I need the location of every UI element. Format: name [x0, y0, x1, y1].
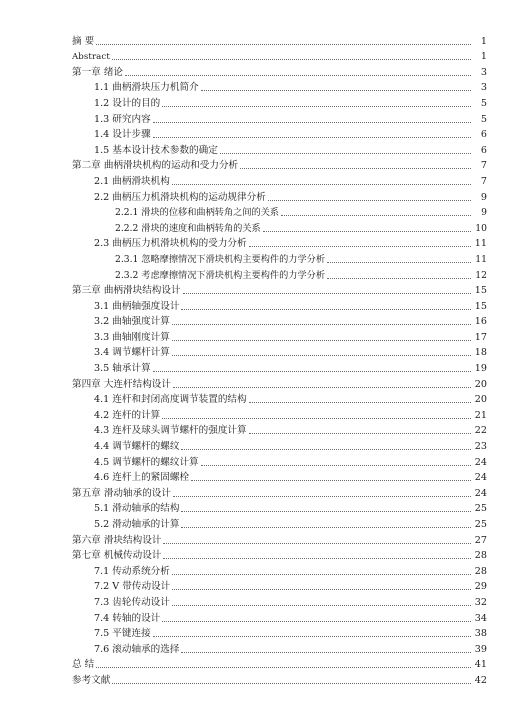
toc-entry[interactable] — [72, 313, 487, 329]
toc-entry-title: 7.3 齿轮传动设计 — [94, 596, 170, 608]
dot-leader — [163, 543, 471, 544]
toc-entry-page-number: 17 — [474, 331, 487, 343]
dot-leader — [153, 636, 471, 637]
toc-entry-page-number: 20 — [474, 378, 487, 390]
toc-entry[interactable] — [72, 94, 487, 110]
toc-entry[interactable] — [72, 406, 487, 422]
toc-entry-page-number: 20 — [474, 394, 487, 406]
toc-entry-title: 第七章 机械传动设计 — [72, 550, 162, 562]
toc-entry[interactable] — [72, 219, 487, 235]
dot-leader — [181, 511, 471, 512]
toc-entry-title: 第二章 曲柄滑块机构的运动和受力分析 — [72, 160, 239, 172]
dot-leader — [191, 480, 471, 481]
toc-entry[interactable] — [72, 172, 487, 188]
toc-entry[interactable] — [72, 126, 487, 142]
dot-leader — [181, 527, 471, 528]
toc-entry-title: 7.6 滚动轴承的选择 — [94, 643, 180, 655]
toc-entry[interactable] — [72, 359, 487, 375]
toc-entry[interactable] — [72, 500, 487, 516]
toc-entry[interactable] — [72, 79, 487, 95]
toc-entry-page-number: 32 — [474, 596, 487, 608]
toc-entry[interactable] — [72, 344, 487, 360]
toc-entry-title: 3.2 曲轴强度计算 — [94, 316, 170, 328]
toc-entry-title: 3.1 曲柄轴强度设计 — [94, 300, 180, 312]
toc-entry-title: 第六章 滑块结构设计 — [72, 534, 162, 546]
dot-leader — [181, 449, 471, 450]
toc-entry[interactable] — [72, 188, 487, 204]
toc-entry-page-number: 11 — [474, 238, 487, 250]
toc-entry-title: Abstract — [72, 52, 110, 63]
toc-entry[interactable] — [72, 250, 487, 266]
dot-leader — [172, 589, 471, 590]
toc-entry-page-number: 15 — [474, 300, 487, 312]
toc-entry-title: 4.1 连杆和封闭高度调节装置的结构 — [94, 394, 247, 406]
toc-entry-page-number: 1 — [480, 51, 487, 63]
dot-leader — [268, 200, 471, 201]
toc-entry-title: 总 结 — [72, 659, 95, 671]
toc-entry-page-number: 5 — [480, 113, 487, 125]
toc-entry-page-number: 29 — [474, 581, 487, 593]
toc-entry[interactable] — [72, 422, 487, 438]
toc-entry[interactable] — [72, 469, 487, 485]
toc-entry[interactable] — [72, 297, 487, 313]
toc-entry[interactable] — [72, 625, 487, 641]
toc-entry-page-number: 42 — [474, 674, 487, 686]
toc-entry-title: 1.2 设计的目的 — [94, 97, 161, 109]
toc-entry-title: 7.2 V 带传动设计 — [94, 581, 171, 593]
toc-entry-page-number: 34 — [474, 612, 487, 624]
toc-entry-title: 2.1 曲柄滑块机构 — [94, 175, 170, 187]
toc-entry-page-number: 28 — [474, 550, 487, 562]
toc-entry-page-number: 24 — [474, 472, 487, 484]
toc-entry-page-number: 24 — [474, 487, 487, 499]
dot-leader — [183, 293, 471, 294]
toc-entry-title: 7.1 传动系统分析 — [94, 565, 170, 577]
toc-entry-page-number: 19 — [474, 363, 487, 375]
dot-leader — [240, 168, 471, 169]
toc-entry-title: 摘 要 — [72, 35, 95, 47]
toc-entry-page-number: 15 — [474, 285, 487, 297]
dot-leader — [112, 59, 471, 60]
toc-entry[interactable] — [72, 453, 487, 469]
toc-entry-page-number: 7 — [480, 175, 487, 187]
toc-entry-title: 2.3 曲柄压力机滑块机构的受力分析 — [94, 238, 247, 250]
dot-leader — [112, 683, 471, 684]
toc-entry-title: 3.5 轴承计算 — [94, 363, 151, 375]
toc-entry-page-number: 3 — [480, 66, 487, 78]
toc-entry[interactable] — [72, 48, 487, 64]
dot-leader — [173, 387, 471, 388]
toc-entry[interactable] — [72, 531, 487, 547]
toc-entry[interactable] — [72, 375, 487, 391]
toc-entry-page-number: 6 — [480, 144, 487, 156]
toc-entry-title: 1.4 设计步骤 — [94, 129, 151, 141]
toc-entry-page-number: 41 — [474, 659, 487, 671]
toc-entry[interactable] — [72, 328, 487, 344]
toc-entry[interactable] — [72, 266, 487, 282]
toc-entry[interactable] — [72, 484, 487, 500]
toc-entry[interactable] — [72, 593, 487, 609]
toc-entry-page-number: 1 — [480, 35, 487, 47]
toc-entry-title: 第四章 大连杆结构设计 — [72, 378, 171, 390]
toc-entry-page-number: 9 — [480, 191, 487, 203]
toc-entry[interactable] — [72, 110, 487, 126]
toc-entry[interactable] — [72, 578, 487, 594]
dot-leader — [172, 340, 471, 341]
dot-leader — [181, 652, 471, 653]
toc-entry-page-number: 12 — [475, 269, 487, 281]
toc-entry-page-number: 27 — [474, 534, 487, 546]
toc-entry-page-number: 28 — [474, 565, 487, 577]
toc-entry[interactable] — [72, 235, 487, 251]
dot-leader — [181, 309, 471, 310]
toc-entry-title: 第五章 滑动轴承的设计 — [72, 487, 171, 499]
dot-leader — [162, 106, 471, 107]
toc-entry-title: 1.3 研究内容 — [94, 113, 151, 125]
toc-entry[interactable] — [72, 282, 487, 298]
toc-entry-page-number: 25 — [474, 519, 487, 530]
toc-entry-title: 第一章 绪论 — [72, 66, 124, 78]
toc-entry-title: 3.4 调节螺杆计算 — [94, 347, 170, 359]
toc-entry-title: 3.3 曲轴刚度计算 — [94, 331, 170, 343]
toc-entry[interactable] — [72, 141, 487, 157]
toc-entry-title: 5.1 滑动轴承的结构 — [94, 503, 180, 515]
toc-entry[interactable] — [72, 547, 487, 563]
toc-entry-page-number: 18 — [474, 347, 487, 359]
dot-leader — [249, 433, 471, 434]
toc-entry-page-number: 16 — [474, 316, 487, 328]
toc-entry-page-number: 23 — [474, 441, 487, 453]
toc-entry-title: 2.2 曲柄压力机滑块机构的运动规律分析 — [94, 191, 266, 203]
table-of-contents — [72, 32, 487, 687]
toc-entry-title: 2.2.2 滑块的速度和曲柄转角的关系 — [115, 222, 261, 234]
toc-entry-title: 2.3.1 忽略摩擦情况下滑块机构主要构件的力学分析 — [115, 253, 326, 265]
dot-leader — [162, 621, 471, 622]
toc-entry-title: 4.3 连杆及球头调节螺杆的强度计算 — [94, 425, 247, 437]
toc-entry[interactable] — [72, 437, 487, 453]
toc-entry-page-number: 24 — [474, 456, 487, 468]
toc-entry-title: 2.2.1 滑块的位移和曲柄转角之间的关系 — [115, 207, 280, 219]
toc-entry[interactable] — [72, 32, 487, 48]
toc-entry[interactable] — [72, 609, 487, 625]
toc-entry-title: 1.1 曲柄滑块压力机简介 — [94, 82, 199, 94]
toc-entry[interactable] — [72, 656, 487, 672]
dot-leader — [172, 324, 471, 325]
dot-leader — [220, 153, 471, 154]
dot-leader — [173, 496, 471, 497]
toc-entry-page-number: 25 — [474, 503, 487, 515]
toc-entry-page-number: 11 — [475, 253, 487, 265]
dot-leader — [96, 44, 471, 45]
toc-entry[interactable] — [72, 562, 487, 578]
toc-entry-title: 4.4 调节螺杆的螺纹 — [94, 441, 180, 453]
toc-entry[interactable] — [72, 204, 487, 220]
toc-entry-page-number: 7 — [480, 160, 487, 172]
toc-entry-title: 2.3.2 考虑摩擦情况下滑块机构主要构件的力学分析 — [115, 269, 326, 281]
toc-entry-title: 5.2 滑动轴承的计算 — [94, 519, 180, 530]
toc-entry[interactable] — [72, 157, 487, 173]
toc-entry-title: 4.2 连杆的计算 — [94, 409, 161, 421]
toc-entry-page-number: 21 — [474, 409, 487, 421]
toc-entry-page-number: 10 — [475, 222, 487, 234]
toc-entry[interactable] — [72, 640, 487, 656]
dot-leader — [263, 231, 471, 232]
dot-leader — [153, 137, 471, 138]
toc-entry-page-number: 6 — [480, 129, 487, 141]
toc-entry-title: 4.5 调节螺杆的螺纹计算 — [94, 456, 199, 468]
dot-leader — [153, 122, 471, 123]
toc-entry-page-number: 22 — [474, 425, 487, 437]
toc-entry-page-number: 39 — [474, 643, 487, 655]
dot-leader — [125, 75, 471, 76]
toc-entry-page-number: 5 — [480, 97, 487, 109]
dot-leader — [96, 667, 471, 668]
dot-leader — [327, 278, 471, 279]
dot-leader — [172, 184, 471, 185]
dot-leader — [153, 371, 471, 372]
dot-leader — [162, 418, 471, 419]
toc-entry[interactable] — [72, 391, 487, 407]
toc-entry[interactable] — [72, 63, 487, 79]
toc-entry[interactable] — [72, 515, 487, 531]
dot-leader — [249, 402, 471, 403]
toc-entry[interactable] — [72, 671, 487, 687]
dot-leader — [249, 246, 471, 247]
toc-entry-title: 7.4 转轴的设计 — [94, 612, 161, 624]
toc-entry-title: 第三章 曲柄滑块结构设计 — [72, 285, 181, 297]
dot-leader — [163, 558, 471, 559]
toc-entry-title: 参考文献 — [72, 674, 111, 686]
toc-entry-page-number: 38 — [474, 628, 487, 640]
toc-entry-title: 4.6 连杆上的紧固螺栓 — [94, 472, 190, 484]
toc-entry-title: 1.5 基本设计技术参数的确定 — [94, 144, 218, 156]
dot-leader — [172, 605, 471, 606]
dot-leader — [172, 574, 471, 575]
dot-leader — [201, 90, 471, 91]
toc-entry-page-number: 9 — [481, 207, 487, 219]
dot-leader — [281, 215, 471, 216]
toc-entry-page-number: 3 — [480, 82, 487, 94]
dot-leader — [201, 465, 471, 466]
dot-leader — [172, 355, 471, 356]
dot-leader — [327, 262, 471, 263]
toc-entry-title: 7.5 平键连接 — [94, 628, 151, 640]
